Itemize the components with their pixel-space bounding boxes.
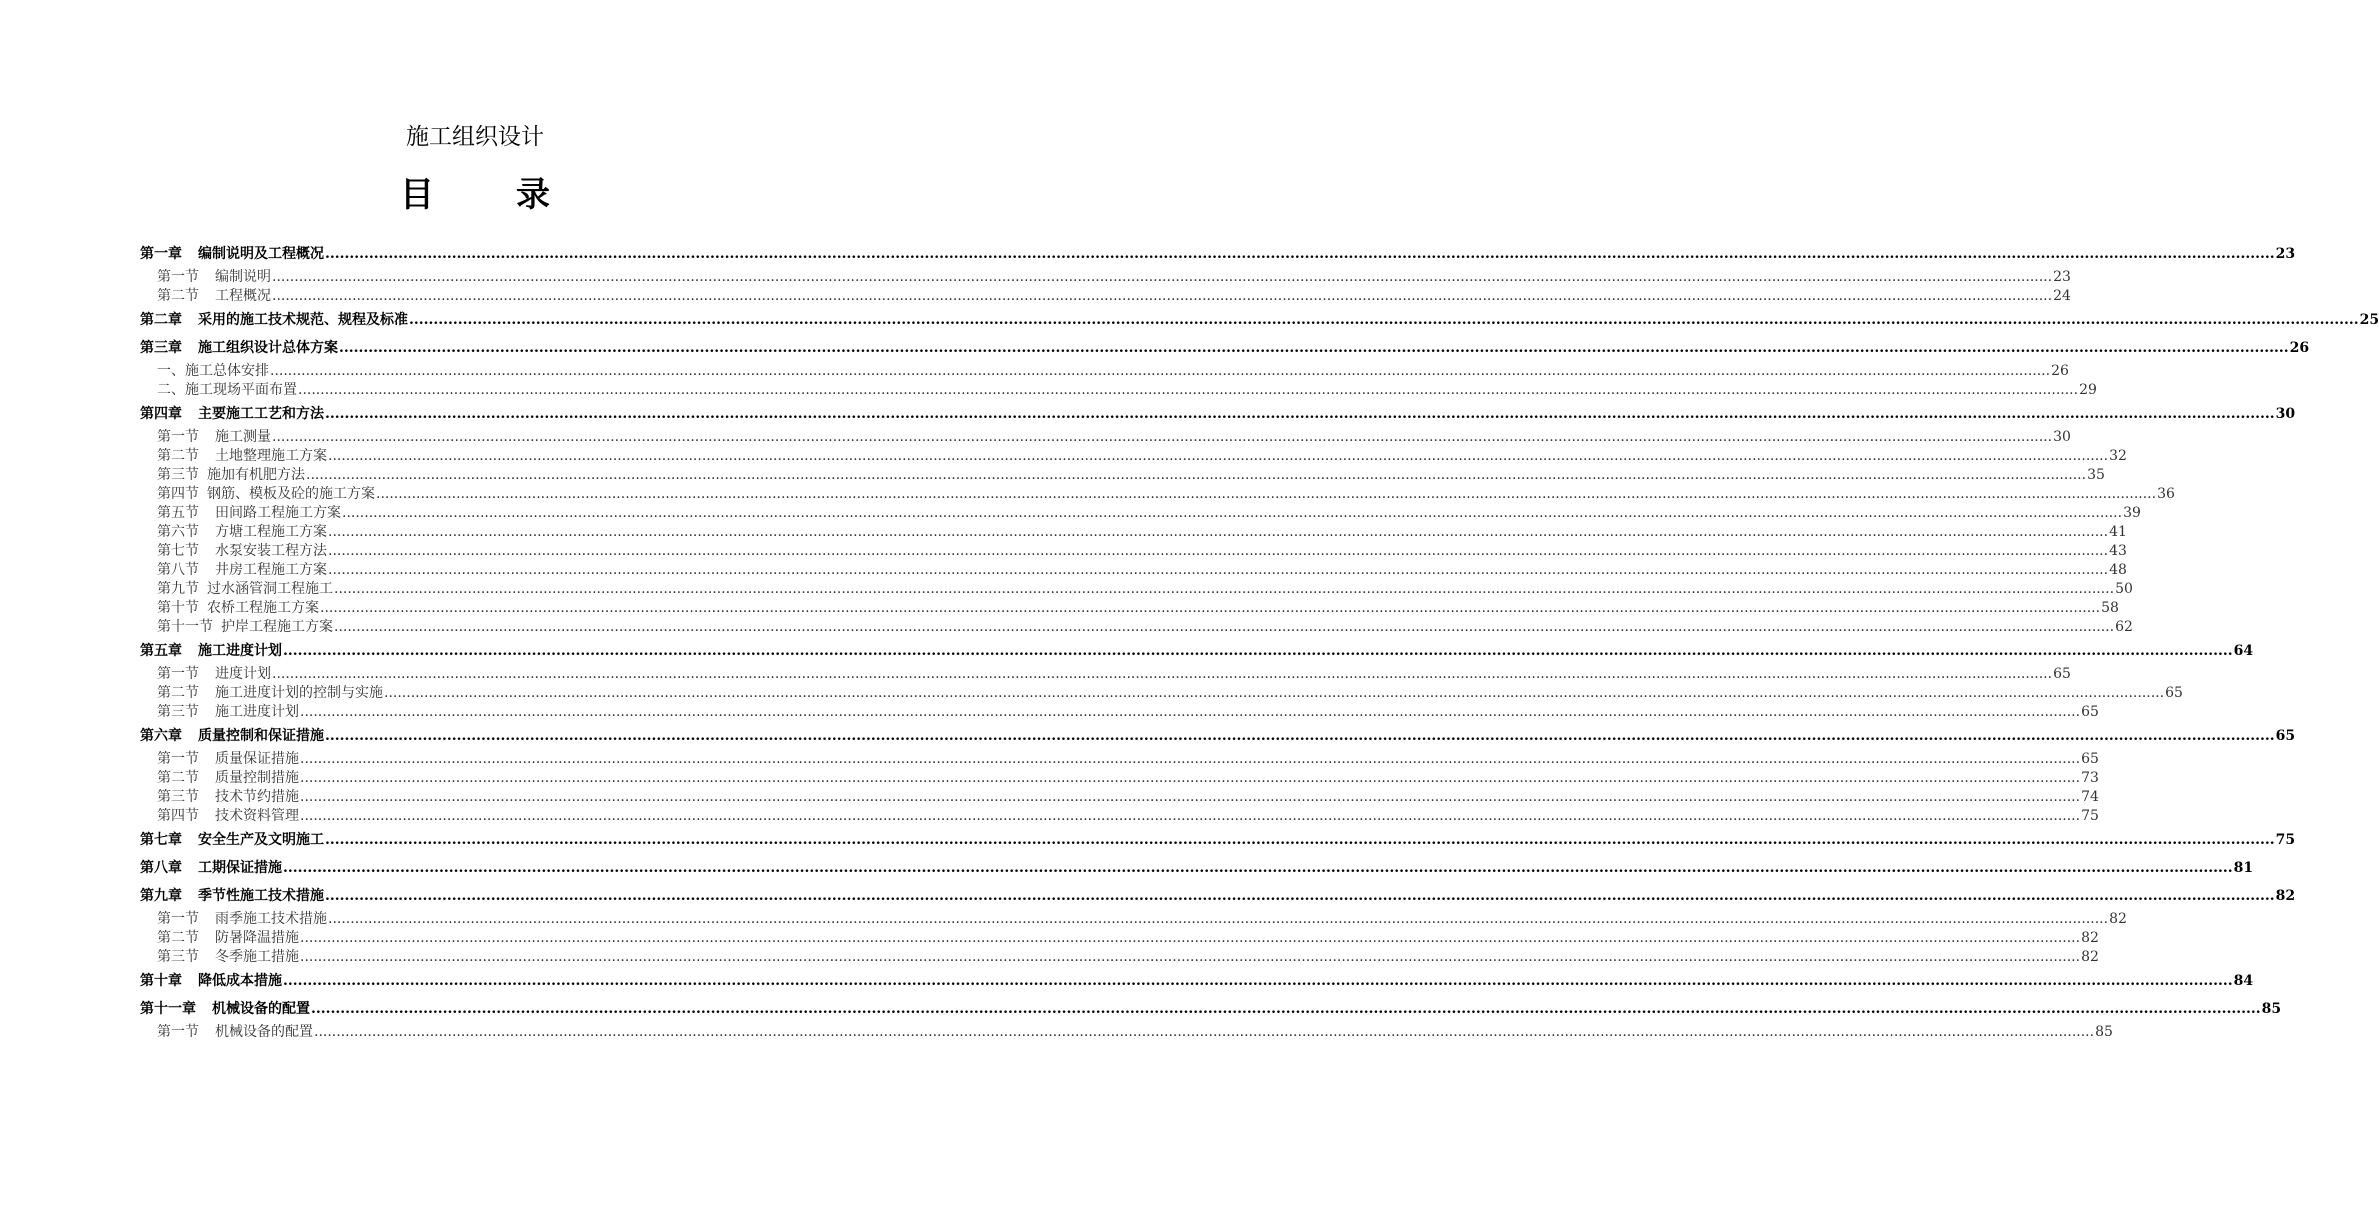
- toc-page-number: 39: [2123, 505, 2141, 521]
- toc-entry-label: [140, 826, 324, 854]
- toc-section-entry[interactable]: [140, 287, 2071, 306]
- toc-section-entry[interactable]: [140, 929, 2099, 948]
- toc-entry-number: 第三节: [157, 789, 199, 805]
- toc-entry-title: 冬季施工措施: [215, 949, 299, 965]
- dot-leader: ................................................................................................................................................................................................................................................................................................................................................................................................................: [300, 751, 2081, 767]
- dot-leader: ................................................................................................................................................................................................................................................................................................................................................................................................................: [325, 406, 2275, 422]
- toc-entry-label: [140, 995, 310, 1023]
- toc-entry-number: 第二章: [140, 312, 182, 328]
- toc-page-number: 48: [2109, 562, 2127, 578]
- toc-entry-title: 施工进度计划的控制与实施: [215, 685, 383, 701]
- dot-leader: ................................................................................................................................................................................................................................................................................................................................................................................................................: [283, 643, 2233, 659]
- toc-entry-title: 编制说明: [215, 269, 271, 285]
- toc-page-number: 82: [2275, 888, 2296, 904]
- toc-page-number: 26: [2289, 340, 2310, 356]
- toc-page-number: 23: [2053, 269, 2071, 285]
- toc-entry-title: 雨季施工技术措施: [215, 911, 327, 927]
- toc-entry-number: 第二节: [157, 930, 199, 946]
- toc-section-entry[interactable]: [140, 447, 2127, 466]
- toc-entry-number: 第一节: [157, 666, 199, 682]
- toc-page-number: 36: [2157, 486, 2175, 502]
- toc-section-entry[interactable]: [140, 750, 2099, 769]
- toc-page-number: 85: [2261, 1001, 2282, 1017]
- toc-entry-label: [157, 788, 299, 807]
- toc-section-entry[interactable]: [140, 684, 2183, 703]
- toc-entry-number: 第二节: [157, 448, 199, 464]
- toc-section-entry[interactable]: [140, 523, 2127, 542]
- toc-entry-label: [157, 618, 333, 637]
- toc-entry-label: [140, 240, 324, 268]
- toc-entry-title: 编制说明及工程概况: [198, 246, 324, 262]
- toc-entry-title: 过水涵管洞工程施工: [207, 581, 333, 597]
- toc-page-number: 50: [2115, 581, 2133, 597]
- dot-leader: ................................................................................................................................................................................................................................................................................................................................................................................................................: [272, 429, 2053, 445]
- toc-entry-number: 第九节: [157, 581, 199, 597]
- toc-chapter-entry[interactable]: [140, 967, 2254, 995]
- toc-page-number: 82: [2109, 911, 2127, 927]
- toc-page-number: 65: [2081, 704, 2099, 720]
- toc-section-entry[interactable]: [140, 428, 2071, 447]
- toc-entry-number: 第三节: [157, 704, 199, 720]
- dot-leader: ................................................................................................................................................................................................................................................................................................................................................................................................................: [409, 312, 2359, 328]
- toc-entry-label: [157, 523, 327, 542]
- toc-entry-label: [157, 447, 327, 466]
- toc-entry-title: 施工组织设计总体方案: [198, 340, 338, 356]
- toc-section-entry[interactable]: [140, 268, 2071, 287]
- dot-leader: ................................................................................................................................................................................................................................................................................................................................................................................................................: [334, 581, 2115, 597]
- toc-entry-number: 第一节: [157, 269, 199, 285]
- dot-leader: ................................................................................................................................................................................................................................................................................................................................................................................................................: [325, 246, 2275, 262]
- toc-entry-title: 施工进度计划: [198, 643, 282, 659]
- dot-leader: ................................................................................................................................................................................................................................................................................................................................................................................................................: [311, 1001, 2261, 1017]
- toc-entry-number: 第一节: [157, 1024, 199, 1040]
- toc-entry-number: 第十章: [140, 973, 182, 989]
- toc-entry-title: 水泵安装工程方法: [215, 543, 327, 559]
- toc-entry-label: [140, 854, 282, 882]
- dot-leader: ................................................................................................................................................................................................................................................................................................................................................................................................................: [325, 728, 2275, 744]
- toc-page-number: 85: [2095, 1024, 2113, 1040]
- toc-entry-title: 土地整理施工方案: [215, 448, 327, 464]
- toc-entry-number: 第九章: [140, 888, 182, 904]
- dot-leader: ................................................................................................................................................................................................................................................................................................................................................................................................................: [328, 524, 2109, 540]
- toc-entry-label: [140, 400, 324, 428]
- dot-leader: ................................................................................................................................................................................................................................................................................................................................................................................................................: [376, 486, 2157, 502]
- toc-page-number: 82: [2081, 930, 2099, 946]
- toc-page-number: 75: [2275, 832, 2296, 848]
- toc-page-number: 64: [2233, 643, 2254, 659]
- toc-section-entry[interactable]: [140, 599, 2119, 618]
- toc-chapter-entry[interactable]: [140, 722, 2296, 750]
- toc-page-number: 25: [2359, 312, 2379, 328]
- toc-entry-title: 施工进度计划: [215, 704, 299, 720]
- toc-entry-title: 安全生产及文明施工: [198, 832, 324, 848]
- toc-entry-title: 质量控制和保证措施: [198, 728, 324, 744]
- dot-leader: ................................................................................................................................................................................................................................................................................................................................................................................................................: [306, 467, 2087, 483]
- toc-chapter-entry[interactable]: [140, 882, 2296, 910]
- toc-entry-label: [157, 807, 299, 826]
- dot-leader: ................................................................................................................................................................................................................................................................................................................................................................................................................: [384, 685, 2165, 701]
- toc-entry-label: [140, 306, 408, 334]
- toc-entry-label: [157, 910, 327, 929]
- toc-page-number: 65: [2081, 751, 2099, 767]
- toc-entry-label: [157, 929, 299, 948]
- toc-entry-label: [157, 466, 305, 485]
- toc-entry-label: [157, 684, 383, 703]
- toc-entry-number: 第八节: [157, 562, 199, 578]
- toc-entry-label: [157, 381, 297, 400]
- dot-leader: ................................................................................................................................................................................................................................................................................................................................................................................................................: [283, 973, 2233, 989]
- toc-entry-title: 施工测量: [215, 429, 271, 445]
- toc-entry-title: 防暑降温措施: [215, 930, 299, 946]
- toc-page-number: 65: [2165, 685, 2183, 701]
- toc-entry-number: 第五章: [140, 643, 182, 659]
- toc-chapter-entry[interactable]: [140, 826, 2296, 854]
- toc-entry-title: 技术节约措施: [215, 789, 299, 805]
- dot-leader: ................................................................................................................................................................................................................................................................................................................................................................................................................: [298, 382, 2079, 398]
- dot-leader: ................................................................................................................................................................................................................................................................................................................................................................................................................: [328, 911, 2109, 927]
- toc-entry-number: 第十一章: [140, 1001, 196, 1017]
- toc-entry-title: 机械设备的配置: [212, 1001, 310, 1017]
- toc-entry-label: [157, 428, 271, 447]
- toc-entry-label: [157, 1023, 313, 1042]
- toc-entry-title: 农桥工程施工方案: [207, 600, 319, 616]
- toc-entry-number: 第一章: [140, 246, 182, 262]
- toc-page-number: 82: [2081, 949, 2099, 965]
- toc-page-number: 81: [2233, 860, 2254, 876]
- toc-entry-number: 第八章: [140, 860, 182, 876]
- toc-entry-title: 井房工程施工方案: [215, 562, 327, 578]
- toc-chapter-entry[interactable]: [140, 637, 2254, 665]
- toc-section-entry[interactable]: [140, 703, 2099, 722]
- toc-entry-number: 第十一节: [157, 619, 213, 635]
- toc-page-number: 74: [2081, 789, 2099, 805]
- toc-chapter-entry[interactable]: [140, 306, 2379, 334]
- toc-entry-number: 第三节: [157, 467, 199, 483]
- toc-entry-label: [157, 703, 299, 722]
- toc-page-number: 62: [2115, 619, 2133, 635]
- toc-entry-label: [140, 882, 324, 910]
- dot-leader: ................................................................................................................................................................................................................................................................................................................................................................................................................: [328, 448, 2109, 464]
- toc-entry-number: 第六章: [140, 728, 182, 744]
- toc-entry-label: [157, 665, 271, 684]
- toc-entry-title: 田间路工程施工方案: [215, 505, 341, 521]
- toc-section-entry[interactable]: [140, 665, 2071, 684]
- toc-entry-title: 钢筋、模板及砼的施工方案: [207, 486, 375, 502]
- toc-section-entry[interactable]: [140, 769, 2099, 788]
- toc-entry-title: 质量保证措施: [215, 751, 299, 767]
- toc-entry-label: [157, 599, 319, 618]
- toc-entry-title: 降低成本措施: [198, 973, 282, 989]
- toc-entry-title: 施加有机肥方法: [207, 467, 305, 483]
- dot-leader: ................................................................................................................................................................................................................................................................................................................................................................................................................: [300, 770, 2081, 786]
- toc-entry-title: 进度计划: [215, 666, 271, 682]
- toc-entry-label: [157, 504, 341, 523]
- toc-entry-title: 方塘工程施工方案: [215, 524, 327, 540]
- toc-entry-number: 第五节: [157, 505, 199, 521]
- toc-page-number: 32: [2109, 448, 2127, 464]
- document-title: 施工组织设计: [406, 124, 544, 150]
- toc-entry-title: 护岸工程施工方案: [221, 619, 333, 635]
- toc-heading-left: 目: [400, 175, 434, 215]
- toc-entry-label: [157, 948, 299, 967]
- toc-entry-title: 二、施工现场平面布置: [157, 382, 297, 398]
- toc-section-entry[interactable]: [140, 1023, 2113, 1042]
- toc-chapter-entry[interactable]: [140, 334, 2310, 362]
- toc-entry-label: [157, 542, 327, 561]
- dot-leader: ................................................................................................................................................................................................................................................................................................................................................................................................................: [325, 888, 2275, 904]
- toc-entry-number: 第一节: [157, 429, 199, 445]
- toc-page-number: 41: [2109, 524, 2127, 540]
- toc-entry-label: [140, 967, 282, 995]
- toc-section-entry[interactable]: [140, 381, 2097, 400]
- toc-heading-right: 录: [516, 175, 550, 215]
- toc-page-number: 35: [2087, 467, 2105, 483]
- toc-page-number: 43: [2109, 543, 2127, 559]
- dot-leader: ................................................................................................................................................................................................................................................................................................................................................................................................................: [320, 600, 2101, 616]
- dot-leader: ................................................................................................................................................................................................................................................................................................................................................................................................................: [283, 860, 2233, 876]
- toc-section-entry[interactable]: [140, 910, 2127, 929]
- toc-entry-title: 质量控制措施: [215, 770, 299, 786]
- table-of-contents: [140, 240, 2379, 1042]
- toc-section-entry[interactable]: [140, 362, 2069, 381]
- toc-entry-number: 第二节: [157, 288, 199, 304]
- toc-entry-number: 第三章: [140, 340, 182, 356]
- toc-entry-number: 第二节: [157, 770, 199, 786]
- dot-leader: ................................................................................................................................................................................................................................................................................................................................................................................................................: [314, 1024, 2095, 1040]
- dot-leader: ................................................................................................................................................................................................................................................................................................................................................................................................................: [272, 666, 2053, 682]
- toc-page-number: 73: [2081, 770, 2099, 786]
- toc-entry-number: 第三节: [157, 949, 199, 965]
- toc-section-entry[interactable]: [140, 788, 2099, 807]
- dot-leader: ................................................................................................................................................................................................................................................................................................................................................................................................................: [325, 832, 2275, 848]
- toc-section-entry[interactable]: [140, 485, 2175, 504]
- toc-entry-number: 第六节: [157, 524, 199, 540]
- toc-page-number: 26: [2051, 363, 2069, 379]
- dot-leader: ................................................................................................................................................................................................................................................................................................................................................................................................................: [270, 363, 2051, 379]
- toc-entry-label: [157, 287, 271, 306]
- toc-chapter-entry[interactable]: [140, 995, 2282, 1023]
- toc-entry-title: 工程概况: [215, 288, 271, 304]
- toc-entry-label: [157, 268, 271, 287]
- toc-entry-title: 机械设备的配置: [215, 1024, 313, 1040]
- toc-entry-title: 采用的施工技术规范、规程及标准: [198, 312, 408, 328]
- toc-entry-number: 第十节: [157, 600, 199, 616]
- toc-section-entry[interactable]: [140, 466, 2105, 485]
- toc-entry-label: [140, 334, 338, 362]
- toc-entry-title: 主要施工工艺和方法: [198, 406, 324, 422]
- toc-page-number: 84: [2233, 973, 2254, 989]
- dot-leader: ................................................................................................................................................................................................................................................................................................................................................................................................................: [300, 789, 2081, 805]
- toc-entry-number: 第一节: [157, 911, 199, 927]
- dot-leader: ................................................................................................................................................................................................................................................................................................................................................................................................................: [328, 543, 2109, 559]
- dot-leader: ................................................................................................................................................................................................................................................................................................................................................................................................................: [339, 340, 2289, 356]
- dot-leader: ................................................................................................................................................................................................................................................................................................................................................................................................................: [328, 562, 2109, 578]
- toc-entry-title: 季节性施工技术措施: [198, 888, 324, 904]
- dot-leader: ................................................................................................................................................................................................................................................................................................................................................................................................................: [342, 505, 2123, 521]
- toc-page-number: 30: [2053, 429, 2071, 445]
- toc-page-number: 23: [2275, 246, 2296, 262]
- toc-entry-title: 技术资料管理: [215, 808, 299, 824]
- toc-section-entry[interactable]: [140, 807, 2099, 826]
- toc-entry-label: [157, 485, 375, 504]
- toc-entry-title: 工期保证措施: [198, 860, 282, 876]
- toc-entry-title: 一、施工总体安排: [157, 363, 269, 379]
- toc-chapter-entry[interactable]: [140, 854, 2254, 882]
- toc-entry-number: 第四节: [157, 808, 199, 824]
- toc-section-entry[interactable]: [140, 948, 2099, 967]
- toc-entry-number: 第四节: [157, 486, 199, 502]
- toc-entry-number: 第四章: [140, 406, 182, 422]
- toc-entry-label: [157, 580, 333, 599]
- toc-entry-label: [157, 362, 269, 381]
- toc-section-entry[interactable]: [140, 504, 2141, 523]
- dot-leader: ................................................................................................................................................................................................................................................................................................................................................................................................................: [272, 288, 2053, 304]
- toc-chapter-entry[interactable]: [140, 400, 2296, 428]
- dot-leader: ................................................................................................................................................................................................................................................................................................................................................................................................................: [300, 704, 2081, 720]
- toc-section-entry[interactable]: [140, 542, 2127, 561]
- toc-entry-label: [157, 561, 327, 580]
- toc-section-entry[interactable]: [140, 580, 2133, 599]
- toc-entry-number: 第一节: [157, 751, 199, 767]
- toc-page-number: 75: [2081, 808, 2099, 824]
- toc-entry-label: [140, 722, 324, 750]
- toc-section-entry[interactable]: [140, 561, 2127, 580]
- toc-entry-label: [157, 769, 299, 788]
- toc-section-entry[interactable]: [140, 618, 2133, 637]
- toc-page-number: 58: [2101, 600, 2119, 616]
- dot-leader: ................................................................................................................................................................................................................................................................................................................................................................................................................: [300, 949, 2081, 965]
- toc-page-number: 24: [2053, 288, 2071, 304]
- toc-page-number: 29: [2079, 382, 2097, 398]
- toc-chapter-entry[interactable]: [140, 240, 2296, 268]
- toc-page-number: 65: [2053, 666, 2071, 682]
- toc-entry-label: [140, 637, 282, 665]
- dot-leader: ................................................................................................................................................................................................................................................................................................................................................................................................................: [300, 930, 2081, 946]
- toc-entry-number: 第七章: [140, 832, 182, 848]
- toc-page-number: 30: [2275, 406, 2296, 422]
- toc-heading: [0, 172, 950, 218]
- toc-entry-number: 第二节: [157, 685, 199, 701]
- toc-entry-label: [157, 750, 299, 769]
- toc-page-number: 65: [2275, 728, 2296, 744]
- toc-entry-number: 第七节: [157, 543, 199, 559]
- dot-leader: ................................................................................................................................................................................................................................................................................................................................................................................................................: [300, 808, 2081, 824]
- dot-leader: ................................................................................................................................................................................................................................................................................................................................................................................................................: [334, 619, 2115, 635]
- dot-leader: ................................................................................................................................................................................................................................................................................................................................................................................................................: [272, 269, 2053, 285]
